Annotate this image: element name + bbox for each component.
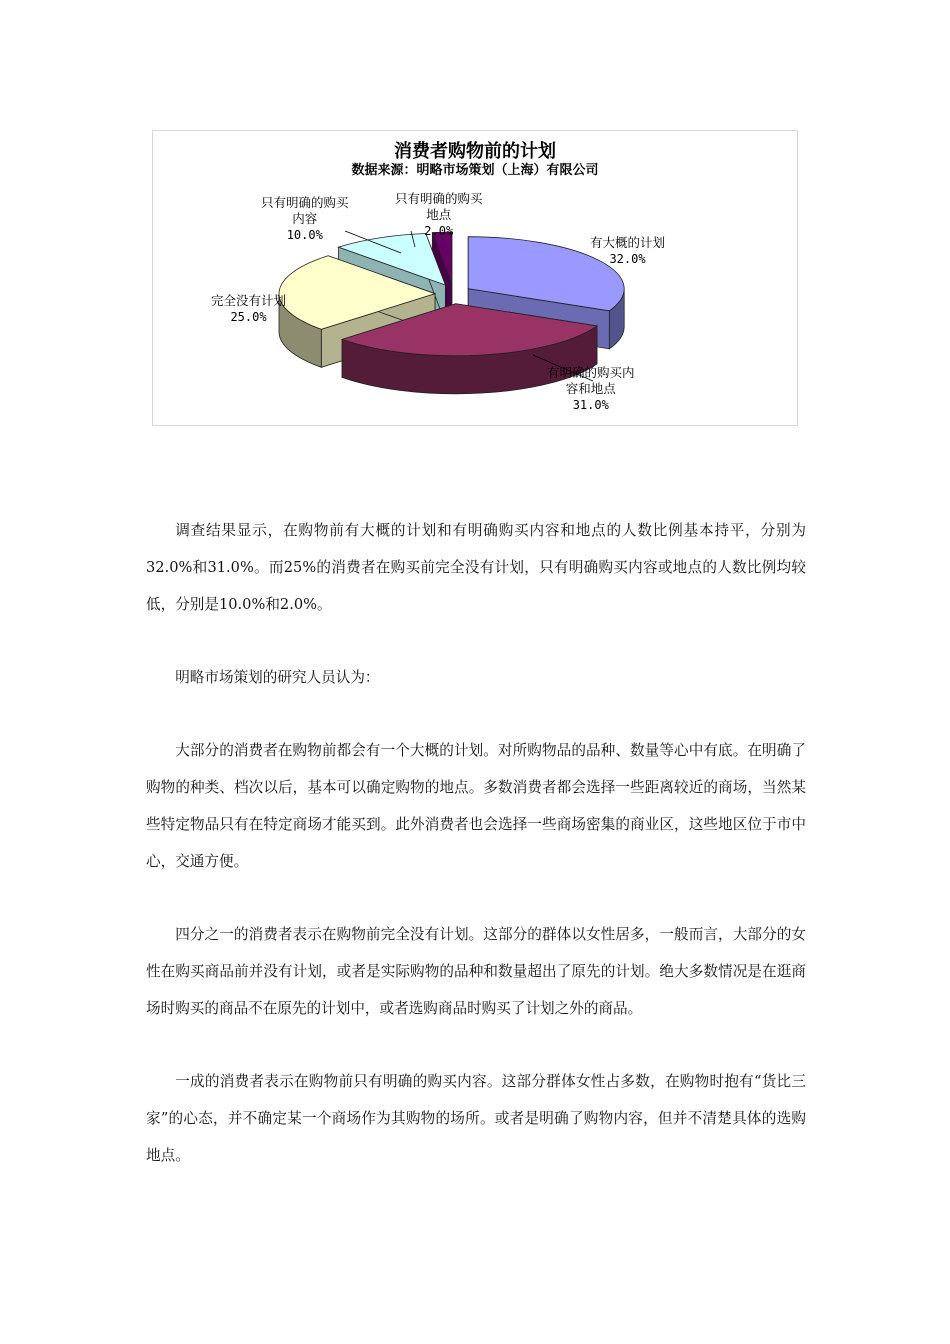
chart-subtitle: 数据来源：明略市场策划（上海）有限公司 <box>351 163 599 178</box>
slice-label-general-plan <box>590 235 665 267</box>
slice-label-line: 容和地点 <box>565 381 616 396</box>
slice-value-label: 10.0% <box>286 228 323 242</box>
chart-title: 消费者购物前的计划 <box>394 141 556 162</box>
slice-label-line: 地点 <box>426 207 452 222</box>
slice-label-line: 内容 <box>292 211 318 226</box>
slice-label-line: 只有明确的购买 <box>261 195 349 210</box>
pie-chart <box>152 130 798 426</box>
paragraph-researchers-intro: 明略市场策划的研究人员认为： <box>175 669 380 686</box>
slice-label-line: 有大概的计划 <box>590 235 666 250</box>
paragraph-content-only: 一成的消费者表示在购物前只有明确的购买内容。这部分群体女性占多数，在购物时抱有“货比三家”的心态，并不确定某一个商场作为其购物的场所。或者是明确了购物内容，但并不清楚具体的选购地点。 <box>146 1073 806 1164</box>
slice-label-line: 只有明确的购买 <box>395 191 483 206</box>
slice-label-line: 完全没有计划 <box>211 293 287 308</box>
paragraph-survey-results: 调查结果显示，在购物前有大概的计划和有明确购买内容和地点的人数比例基本持平，分别为32.0%和31.0%。而25%的消费者在购买前完全没有计划，只有明确购买内容或地点的人数比例均较低，分别是10.0%和2.0%。 <box>146 522 806 613</box>
paragraph-general-plan: 大部分的消费者在购物前都会有一个大概的计划。对所购物品的品种、数量等心中有底。在明确了购物的种类、档次以后，基本可以确定购物的地点。多数消费者都会选择一些距离较近的商场，当然某些特定物品只有在特定商场才能买到。此外消费者也会选择一些商场密集的商业区，这些地区位于市中心，交通方便。 <box>146 742 806 870</box>
slice-value-label: 2.0% <box>424 224 454 238</box>
slice-value-label: 31.0% <box>572 398 609 412</box>
pie-plot-area <box>153 131 799 427</box>
article-body <box>146 512 806 1210</box>
slice-label-place-only <box>395 191 483 239</box>
slice-value-label: 32.0% <box>609 252 646 266</box>
slice-label-content-only <box>261 195 349 243</box>
slice-label-line: 有明确的购买内 <box>547 365 635 380</box>
paragraph-no-plan: 四分之一的消费者表示在购物前完全没有计划。这部分的群体以女性居多，一般而言，大部分的女性在购买商品前并没有计划，或者是实际购物的品种和数量超出了原先的计划。绝大多数情况是在逛商场时购买的商品不在原先的计划中，或者选购商品时购买了计划之外的商品。 <box>146 926 806 1017</box>
slice-label-content-and-place <box>547 365 635 413</box>
slice-value-label: 25.0% <box>230 310 267 324</box>
slice-label-no-plan <box>211 293 286 325</box>
